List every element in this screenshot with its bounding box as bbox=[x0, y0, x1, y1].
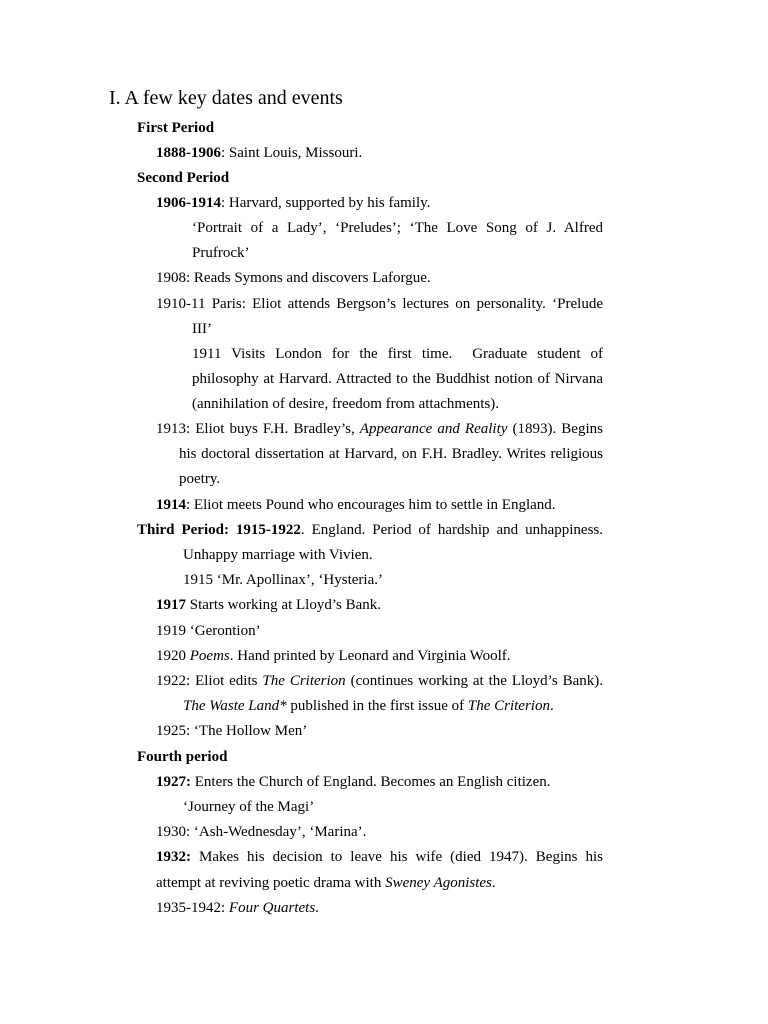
event-1910-line-2: III’ bbox=[192, 321, 212, 337]
event-date: 1914 bbox=[156, 497, 186, 513]
event-text: : Harvard, supported by his family. bbox=[221, 195, 431, 211]
event-1911-line-2: philosophy at Harvard. Attracted to the Buddhist notion of Nirvana bbox=[192, 371, 603, 387]
event-text: : Saint Louis, Missouri. bbox=[221, 145, 363, 161]
event-date: 1906-1914 bbox=[156, 195, 221, 211]
event-text: Starts working at Lloyd’s Bank. bbox=[186, 597, 381, 613]
event-text: . bbox=[315, 900, 319, 916]
event-1919: 1919 ‘Gerontion’ bbox=[156, 623, 261, 639]
period-title-fourth bbox=[137, 747, 227, 767]
poem-title: Four Quartets bbox=[228, 900, 316, 916]
event-1914 bbox=[156, 495, 556, 515]
period-title-text: Third Period: 1915-1922 bbox=[137, 522, 301, 538]
event-text: . Hand printed by Leonard and Virginia Woolf. bbox=[229, 648, 511, 664]
event-1922-line-2 bbox=[183, 696, 554, 716]
event-1906 bbox=[156, 193, 430, 213]
period-title-text: Second Period bbox=[137, 170, 230, 186]
event-date: 1932: bbox=[156, 849, 191, 865]
event-1911-line-3: (annihilation of desire, freedom from attachments). bbox=[192, 396, 499, 412]
period-title-text: Fourth period bbox=[137, 749, 228, 765]
period-title-first bbox=[137, 118, 214, 138]
event-1925: 1925: ‘The Hollow Men’ bbox=[156, 723, 308, 739]
event-text: (1893). Begins bbox=[507, 421, 603, 437]
event-year: 1920 bbox=[156, 648, 190, 664]
event-1932-line-2 bbox=[156, 873, 496, 893]
event-1908: 1908: Reads Symons and discovers Laforgue. bbox=[156, 270, 431, 286]
event-text: . bbox=[491, 875, 496, 891]
period-title-third bbox=[137, 520, 603, 540]
section-heading: I. A few key dates and events bbox=[109, 87, 343, 109]
event-1920 bbox=[156, 646, 511, 666]
event-1930: 1930: ‘Ash-Wednesday’, ‘Marina’. bbox=[156, 824, 367, 840]
event-1935 bbox=[156, 898, 319, 918]
book-title: Appearance and Reality bbox=[359, 421, 508, 437]
event-date: 1917 bbox=[156, 597, 186, 613]
period-title-text: First Period bbox=[137, 120, 215, 136]
poem-title: The Waste Land* bbox=[183, 698, 287, 714]
event-1911-line-1: 1911 Visits London for the first time. Graduate student of bbox=[192, 346, 603, 362]
event-text: 1935-1942: bbox=[156, 900, 229, 916]
journal-title: The Criterion bbox=[467, 698, 550, 714]
poems-line-2: Prufrock’ bbox=[192, 245, 250, 261]
event-text: (continues working at the Lloyd’s Bank). bbox=[345, 673, 604, 689]
event-text: attempt at reviving poetic drama with bbox=[156, 875, 386, 891]
event-text: 1922: Eliot edits bbox=[156, 673, 263, 689]
event-text: : Eliot meets Pound who encourages him to settle in England. bbox=[186, 497, 556, 513]
event-date: 1927: bbox=[156, 774, 191, 790]
event-1932-line-1 bbox=[156, 847, 603, 867]
magi-line: ‘Journey of the Magi’ bbox=[183, 799, 315, 815]
journal-title: The Criterion bbox=[262, 673, 346, 689]
event-date: 1888-1906 bbox=[156, 145, 221, 161]
event-1888 bbox=[156, 143, 362, 163]
poems-line-1: ‘Portrait of a Lady’, ‘Preludes’; ‘The Love Song of J. Alfred bbox=[192, 220, 603, 236]
event-1910-line-1: 1910-11 Paris: Eliot attends Bergson’s lectures on personality. ‘Prelude bbox=[156, 296, 603, 312]
event-text: 1913: Eliot buys F.H. Bradley’s, bbox=[156, 421, 360, 437]
event-text: Enters the Church of England. Becomes an English citizen. bbox=[191, 774, 551, 790]
event-1917 bbox=[156, 595, 381, 615]
period-title-second bbox=[137, 168, 229, 188]
marriage-line: Unhappy marriage with Vivien. bbox=[183, 547, 373, 563]
event-1915: 1915 ‘Mr. Apollinax’, ‘Hysteria.’ bbox=[183, 572, 383, 588]
book-title: Poems bbox=[189, 648, 230, 664]
event-text: . bbox=[549, 698, 554, 714]
play-title: Sweney Agonistes bbox=[385, 875, 492, 891]
period-title-rest: . England. Period of hardship and unhappiness. bbox=[300, 522, 603, 538]
event-1913-line-2: his doctoral dissertation at Harvard, on F.H. Bradley. Writes religious bbox=[179, 446, 603, 462]
event-text: published in the first issue of bbox=[286, 698, 468, 714]
event-1922-line-1 bbox=[156, 671, 603, 691]
event-1927 bbox=[156, 772, 551, 792]
event-text: Makes his decision to leave his wife (died 1947). Begins his bbox=[191, 849, 603, 865]
event-1913-line-3: poetry. bbox=[179, 471, 221, 487]
event-1913-line-1 bbox=[156, 419, 603, 439]
